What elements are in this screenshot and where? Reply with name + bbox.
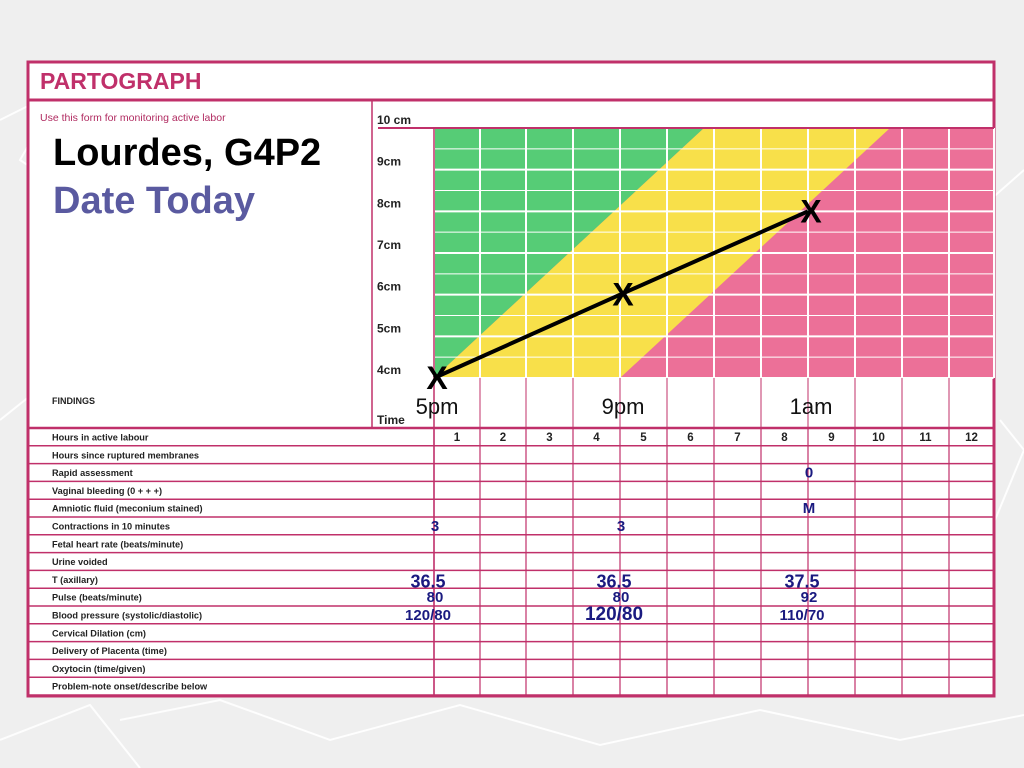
hour-label: 3 xyxy=(546,432,553,444)
findings-row-label: Amniotic fluid (meconium stained) xyxy=(52,503,203,514)
form-title: PARTOGRAPH xyxy=(40,68,202,94)
findings-row-label: T (axillary) xyxy=(52,574,98,585)
y-tick-label: 10 cm xyxy=(377,113,412,127)
findings-entry: M xyxy=(802,500,816,518)
findings-entry: 3 xyxy=(616,518,626,535)
findings-entry: 80 xyxy=(426,589,444,607)
hour-label: 4 xyxy=(593,432,600,444)
y-tick-label: 5cm xyxy=(377,321,402,336)
findings-row-label: Blood pressure (systolic/diastolic) xyxy=(52,610,203,621)
y-tick-label: 4cm xyxy=(377,363,402,377)
findings-entry: 3 xyxy=(430,518,440,535)
findings-entry: 80 xyxy=(612,589,630,607)
findings-entry: 36.5 xyxy=(410,571,446,592)
y-tick-label: 7cm xyxy=(377,238,402,252)
hour-label: 11 xyxy=(919,432,932,444)
findings-row-label: Pulse (beats/minute) xyxy=(52,592,142,603)
hour-label: 9 xyxy=(828,432,835,444)
y-tick-label: 8cm xyxy=(377,196,402,211)
findings-label: FINDINGS xyxy=(52,396,96,406)
findings-entry: 36.5 xyxy=(596,571,632,592)
y-tick-label: 9cm xyxy=(377,154,402,169)
findings-row-label: Problem-note onset/describe below xyxy=(52,681,208,692)
findings-entry: 110/70 xyxy=(779,607,825,624)
findings-row-label: Vaginal bleeding (0 + + +) xyxy=(52,485,163,496)
findings-entry: 92 xyxy=(800,589,818,607)
findings-entry: 37.5 xyxy=(784,571,820,592)
hour-label: 10 xyxy=(872,432,885,444)
dilation-point-marker: X xyxy=(426,360,448,396)
patient-name: Lourdes, G4P2 xyxy=(53,132,322,174)
findings-entry: 0 xyxy=(804,464,814,482)
findings-row-label: Rapid assessment xyxy=(52,468,133,479)
form-subtitle: Use this form for monitoring active labor xyxy=(40,112,226,124)
hour-label: 5 xyxy=(640,432,647,444)
findings-row-label: Urine voided xyxy=(52,557,108,568)
findings-row-label: Fetal heart rate (beats/minute) xyxy=(52,539,184,550)
time-label: Time xyxy=(377,413,405,427)
findings-row-label: Oxytocin (time/given) xyxy=(52,663,146,674)
hour-label: 2 xyxy=(499,432,507,444)
patient-date: Date Today xyxy=(53,180,256,222)
y-tick-label: 6cm xyxy=(377,279,402,294)
dilation-point-marker: X xyxy=(800,193,822,230)
findings-row-label: Cervical Dilation (cm) xyxy=(52,628,146,639)
findings-row-label: Delivery of Placenta (time) xyxy=(52,646,167,657)
time-label-9pm: 9pm xyxy=(601,394,645,419)
findings-row-label: Hours since ruptured membranes xyxy=(52,450,200,461)
hour-label: 8 xyxy=(781,432,788,444)
hour-label: 7 xyxy=(734,432,741,444)
findings-entry: 120/80 xyxy=(405,607,451,624)
dilation-point-marker: X xyxy=(612,276,634,313)
hour-label: 12 xyxy=(965,432,978,444)
findings-row-label: Contractions in 10 minutes xyxy=(52,521,170,532)
findings-row-label: Hours in active labour xyxy=(52,432,149,443)
hour-label: 1 xyxy=(453,432,461,444)
time-label-5pm: 5pm xyxy=(415,394,459,419)
hour-label: 6 xyxy=(687,432,694,444)
findings-entry: 120/80 xyxy=(584,604,644,625)
time-label-1am: 1am xyxy=(789,394,833,419)
